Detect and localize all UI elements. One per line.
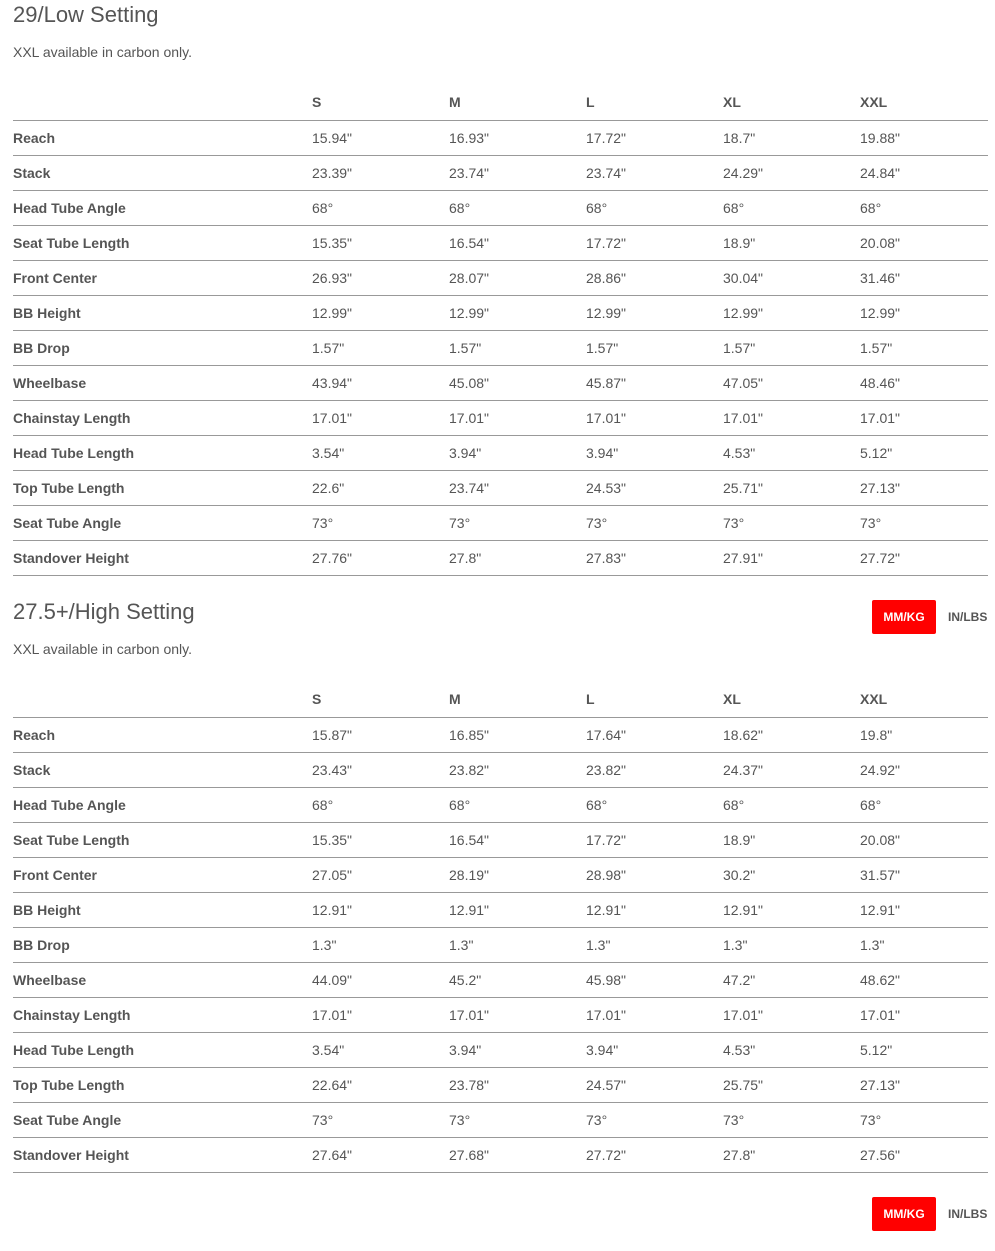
table-cell: 28.19" xyxy=(449,857,586,892)
table-cell: 15.94" xyxy=(312,120,449,155)
table-row xyxy=(13,1032,988,1067)
table-cell: 1.3" xyxy=(312,927,449,962)
table-row xyxy=(13,470,988,505)
section-title: 27.5+/High Setting xyxy=(13,599,195,624)
table-row xyxy=(13,155,988,190)
table-cell: 12.91" xyxy=(586,892,723,927)
geometry-table xyxy=(13,85,988,576)
table-cell: 17.01" xyxy=(586,997,723,1032)
row-label: Stack xyxy=(13,155,312,190)
table-cell: 68° xyxy=(449,190,586,225)
table-cell: 27.8" xyxy=(723,1137,860,1172)
row-label: BB Drop xyxy=(13,330,312,365)
table-cell: 17.01" xyxy=(860,997,988,1032)
table-cell: 1.3" xyxy=(586,927,723,962)
table-cell: 68° xyxy=(586,787,723,822)
table-row xyxy=(13,400,988,435)
table-cell: 23.82" xyxy=(449,752,586,787)
table-cell: 17.72" xyxy=(586,822,723,857)
table-cell: 17.01" xyxy=(586,400,723,435)
row-label: BB Drop xyxy=(13,927,312,962)
table-cell: 27.68" xyxy=(449,1137,586,1172)
table-cell: 47.2" xyxy=(723,962,860,997)
table-row xyxy=(13,365,988,400)
row-label: Seat Tube Angle xyxy=(13,505,312,540)
table-cell: 12.91" xyxy=(449,892,586,927)
row-label: Standover Height xyxy=(13,1137,312,1172)
table-cell: 68° xyxy=(860,787,988,822)
table-cell: 17.72" xyxy=(586,225,723,260)
table-cell: 17.72" xyxy=(586,120,723,155)
table-cell: 28.98" xyxy=(586,857,723,892)
table-header-row xyxy=(13,85,988,120)
table-cell: 45.2" xyxy=(449,962,586,997)
table-cell: 12.99" xyxy=(586,295,723,330)
table-cell: 27.13" xyxy=(860,1067,988,1102)
table-cell: 73° xyxy=(586,505,723,540)
table-row xyxy=(13,1067,988,1102)
table-cell: 18.62" xyxy=(723,717,860,752)
table-row xyxy=(13,1102,988,1137)
table-cell: 20.08" xyxy=(860,225,988,260)
table-cell: 73° xyxy=(860,505,988,540)
table-cell: 27.56" xyxy=(860,1137,988,1172)
table-cell: 1.3" xyxy=(723,927,860,962)
table-cell: 4.53" xyxy=(723,435,860,470)
table-cell: 23.74" xyxy=(449,155,586,190)
size-header: XL xyxy=(723,682,860,717)
table-cell: 31.57" xyxy=(860,857,988,892)
size-header: S xyxy=(312,682,449,717)
table-cell: 1.57" xyxy=(449,330,586,365)
table-cell: 1.57" xyxy=(312,330,449,365)
table-cell: 3.54" xyxy=(312,1032,449,1067)
section-note: XXL available in carbon only. xyxy=(13,641,192,657)
table-cell: 12.91" xyxy=(723,892,860,927)
table-cell: 1.57" xyxy=(860,330,988,365)
size-header: M xyxy=(449,85,586,120)
table-cell: 30.2" xyxy=(723,857,860,892)
table-row xyxy=(13,330,988,365)
table-row xyxy=(13,1137,988,1172)
table-cell: 17.01" xyxy=(312,400,449,435)
table-cell: 73° xyxy=(312,505,449,540)
table-cell: 45.98" xyxy=(586,962,723,997)
table-cell: 16.54" xyxy=(449,822,586,857)
table-row xyxy=(13,435,988,470)
table-cell: 26.93" xyxy=(312,260,449,295)
table-cell: 27.8" xyxy=(449,540,586,575)
table-cell: 27.72" xyxy=(586,1137,723,1172)
table-cell: 24.37" xyxy=(723,752,860,787)
table-cell: 48.46" xyxy=(860,365,988,400)
table-cell: 17.01" xyxy=(312,997,449,1032)
unit-toggle xyxy=(872,600,988,634)
table-cell: 1.3" xyxy=(860,927,988,962)
table-cell: 27.83" xyxy=(586,540,723,575)
table-cell: 73° xyxy=(449,1102,586,1137)
table-cell: 16.85" xyxy=(449,717,586,752)
row-label: Wheelbase xyxy=(13,365,312,400)
table-cell: 16.54" xyxy=(449,225,586,260)
table-cell: 73° xyxy=(312,1102,449,1137)
table-row xyxy=(13,962,988,997)
header-blank xyxy=(13,85,312,120)
table-cell: 28.07" xyxy=(449,260,586,295)
table-cell: 1.57" xyxy=(586,330,723,365)
table-cell: 27.13" xyxy=(860,470,988,505)
table-cell: 68° xyxy=(586,190,723,225)
table-cell: 19.88" xyxy=(860,120,988,155)
table-cell: 73° xyxy=(723,505,860,540)
table-cell: 15.87" xyxy=(312,717,449,752)
table-cell: 24.57" xyxy=(586,1067,723,1102)
row-label: Top Tube Length xyxy=(13,1067,312,1102)
table-row xyxy=(13,752,988,787)
table-cell: 23.74" xyxy=(449,470,586,505)
row-label: Top Tube Length xyxy=(13,470,312,505)
table-cell: 3.54" xyxy=(312,435,449,470)
table-row xyxy=(13,822,988,857)
table-row xyxy=(13,717,988,752)
table-cell: 73° xyxy=(449,505,586,540)
table-cell: 17.64" xyxy=(586,717,723,752)
table-cell: 15.35" xyxy=(312,225,449,260)
table-cell: 15.35" xyxy=(312,822,449,857)
row-label: Head Tube Length xyxy=(13,435,312,470)
table-cell: 22.6" xyxy=(312,470,449,505)
table-cell: 3.94" xyxy=(586,1032,723,1067)
size-header: XXL xyxy=(860,85,988,120)
table-cell: 12.91" xyxy=(860,892,988,927)
table-cell: 73° xyxy=(586,1102,723,1137)
table-cell: 24.92" xyxy=(860,752,988,787)
table-cell: 22.64" xyxy=(312,1067,449,1102)
section-title: 29/Low Setting xyxy=(13,2,159,27)
table-cell: 25.75" xyxy=(723,1067,860,1102)
table-cell: 18.9" xyxy=(723,822,860,857)
row-label: Wheelbase xyxy=(13,962,312,997)
table-cell: 17.01" xyxy=(723,997,860,1032)
table-cell: 18.7" xyxy=(723,120,860,155)
section-note: XXL available in carbon only. xyxy=(13,44,192,60)
table-row xyxy=(13,295,988,330)
table-cell: 16.93" xyxy=(449,120,586,155)
mm-kg-button[interactable]: MM/KG xyxy=(872,1197,936,1231)
size-header: L xyxy=(586,682,723,717)
table-cell: 68° xyxy=(723,787,860,822)
table-cell: 24.53" xyxy=(586,470,723,505)
header-blank xyxy=(13,682,312,717)
row-label: Chainstay Length xyxy=(13,997,312,1032)
table-header-row xyxy=(13,682,988,717)
table-cell: 5.12" xyxy=(860,435,988,470)
table-cell: 73° xyxy=(860,1102,988,1137)
table-row xyxy=(13,997,988,1032)
table-cell: 31.46" xyxy=(860,260,988,295)
table-cell: 12.99" xyxy=(449,295,586,330)
table-cell: 45.87" xyxy=(586,365,723,400)
table-cell: 68° xyxy=(312,190,449,225)
row-label: Head Tube Angle xyxy=(13,787,312,822)
size-header: XXL xyxy=(860,682,988,717)
table-row xyxy=(13,892,988,927)
geometry-table xyxy=(13,682,988,1173)
table-cell: 17.01" xyxy=(860,400,988,435)
table-cell: 17.01" xyxy=(449,400,586,435)
row-label: Reach xyxy=(13,717,312,752)
row-label: Head Tube Angle xyxy=(13,190,312,225)
size-header: S xyxy=(312,85,449,120)
row-label: Standover Height xyxy=(13,540,312,575)
table-cell: 20.08" xyxy=(860,822,988,857)
table-cell: 45.08" xyxy=(449,365,586,400)
table-cell: 19.8" xyxy=(860,717,988,752)
table-row xyxy=(13,505,988,540)
table-row xyxy=(13,927,988,962)
row-label: BB Height xyxy=(13,892,312,927)
table-cell: 43.94" xyxy=(312,365,449,400)
size-header: L xyxy=(586,85,723,120)
size-header: XL xyxy=(723,85,860,120)
in-lbs-button[interactable]: IN/LBS xyxy=(948,1197,988,1231)
row-label: Front Center xyxy=(13,260,312,295)
table-row xyxy=(13,120,988,155)
table-cell: 3.94" xyxy=(586,435,723,470)
table-cell: 23.39" xyxy=(312,155,449,190)
table-row xyxy=(13,857,988,892)
table-cell: 27.76" xyxy=(312,540,449,575)
table-row xyxy=(13,540,988,575)
row-label: BB Height xyxy=(13,295,312,330)
table-cell: 17.01" xyxy=(449,997,586,1032)
table-cell: 23.43" xyxy=(312,752,449,787)
table-cell: 44.09" xyxy=(312,962,449,997)
in-lbs-button[interactable]: IN/LBS xyxy=(948,600,988,634)
table-cell: 68° xyxy=(449,787,586,822)
table-cell: 27.72" xyxy=(860,540,988,575)
table-row xyxy=(13,787,988,822)
table-cell: 12.99" xyxy=(723,295,860,330)
table-cell: 23.74" xyxy=(586,155,723,190)
table-cell: 24.29" xyxy=(723,155,860,190)
table-cell: 23.82" xyxy=(586,752,723,787)
unit-toggle xyxy=(872,1197,988,1231)
table-cell: 68° xyxy=(860,190,988,225)
table-cell: 4.53" xyxy=(723,1032,860,1067)
table-cell: 27.64" xyxy=(312,1137,449,1172)
table-cell: 5.12" xyxy=(860,1032,988,1067)
row-label: Stack xyxy=(13,752,312,787)
row-label: Seat Tube Length xyxy=(13,225,312,260)
table-cell: 1.3" xyxy=(449,927,586,962)
table-cell: 17.01" xyxy=(723,400,860,435)
row-label: Seat Tube Angle xyxy=(13,1102,312,1137)
row-label: Head Tube Length xyxy=(13,1032,312,1067)
table-cell: 48.62" xyxy=(860,962,988,997)
table-cell: 68° xyxy=(723,190,860,225)
table-row xyxy=(13,260,988,295)
table-cell: 3.94" xyxy=(449,1032,586,1067)
table-cell: 27.91" xyxy=(723,540,860,575)
size-header: M xyxy=(449,682,586,717)
table-cell: 27.05" xyxy=(312,857,449,892)
table-row xyxy=(13,225,988,260)
row-label: Reach xyxy=(13,120,312,155)
table-cell: 68° xyxy=(312,787,449,822)
table-cell: 12.99" xyxy=(312,295,449,330)
table-cell: 3.94" xyxy=(449,435,586,470)
table-cell: 1.57" xyxy=(723,330,860,365)
table-cell: 30.04" xyxy=(723,260,860,295)
table-cell: 23.78" xyxy=(449,1067,586,1102)
table-cell: 24.84" xyxy=(860,155,988,190)
table-cell: 12.91" xyxy=(312,892,449,927)
table-cell: 18.9" xyxy=(723,225,860,260)
row-label: Front Center xyxy=(13,857,312,892)
mm-kg-button[interactable]: MM/KG xyxy=(872,600,936,634)
row-label: Seat Tube Length xyxy=(13,822,312,857)
table-cell: 47.05" xyxy=(723,365,860,400)
table-cell: 12.99" xyxy=(860,295,988,330)
table-cell: 73° xyxy=(723,1102,860,1137)
table-cell: 28.86" xyxy=(586,260,723,295)
table-row xyxy=(13,190,988,225)
row-label: Chainstay Length xyxy=(13,400,312,435)
table-cell: 25.71" xyxy=(723,470,860,505)
